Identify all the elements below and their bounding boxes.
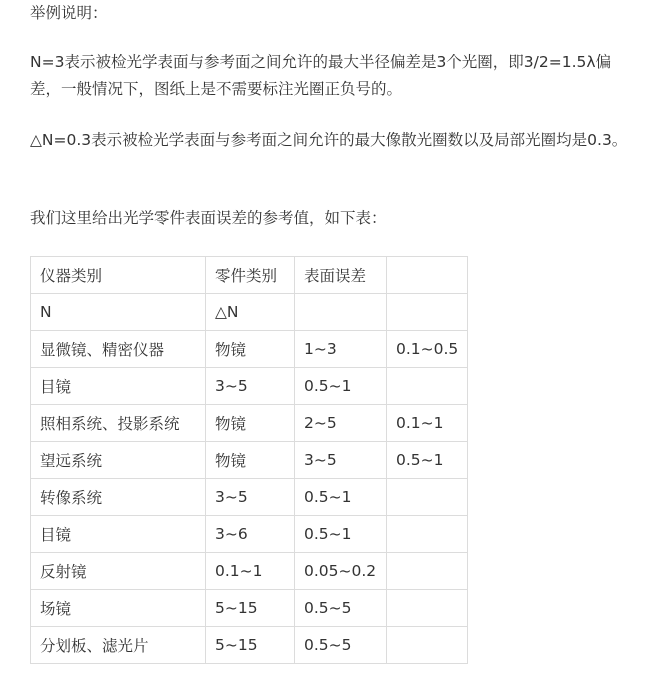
table-cell: 3~5 (206, 368, 295, 405)
table-cell: 5~15 (206, 590, 295, 627)
table-cell: 5~15 (206, 627, 295, 664)
table-cell: 3~6 (206, 516, 295, 553)
table-cell (387, 590, 468, 627)
table-cell: 场镜 (31, 590, 206, 627)
table-cell: 3~5 (206, 479, 295, 516)
table-cell: 0.5~1 (295, 368, 387, 405)
table-cell: 0.5~1 (295, 479, 387, 516)
table-cell: 仪器类别 (31, 257, 206, 294)
paragraph-n-definition: N=3表示被检光学表面与参考面之间允许的最大半径偏差是3个光圈，即3/2=1.5λ偏差，一般情况下，图纸上是不需要标注光圈正负号的。 (30, 53, 612, 98)
table-row (31, 405, 468, 442)
table-cell: N (31, 294, 206, 331)
table-cell: 1~3 (295, 331, 387, 368)
table-cell: 0.1~0.5 (387, 331, 468, 368)
table-cell: 望远系统 (31, 442, 206, 479)
table-cell: 表面误差 (295, 257, 387, 294)
table-row (31, 442, 468, 479)
table-cell (387, 479, 468, 516)
table-cell: 分划板、滤光片 (31, 627, 206, 664)
table-cell: 物镜 (206, 331, 295, 368)
table-cell: 0.1~1 (387, 405, 468, 442)
table-cell: 0.05~0.2 (295, 553, 387, 590)
table-row (31, 294, 468, 331)
table-cell: 零件类别 (206, 257, 295, 294)
table-cell: 0.5~5 (295, 590, 387, 627)
table-cell: 照相系统、投影系统 (31, 405, 206, 442)
table-cell: △N (206, 294, 295, 331)
table-row (31, 257, 468, 294)
table-row (31, 331, 468, 368)
table-cell (387, 553, 468, 590)
table-cell (295, 294, 387, 331)
table-cell: 0.5~5 (295, 627, 387, 664)
surface-error-table (30, 256, 468, 664)
table-cell: 显微镜、精密仪器 (31, 331, 206, 368)
table-row (31, 553, 468, 590)
paragraph-table-intro: 我们这里给出光学零件表面误差的参考值，如下表： (30, 209, 387, 227)
table-row (31, 368, 468, 405)
table-cell (387, 516, 468, 553)
table-cell: 0.5~1 (387, 442, 468, 479)
table-cell: 反射镜 (31, 553, 206, 590)
table-cell: 0.5~1 (295, 516, 387, 553)
table-row (31, 627, 468, 664)
paragraph-delta-n-definition: △N=0.3表示被检光学表面与参考面之间允许的最大像散光圈数以及局部光圈均是0.3。 (30, 131, 628, 149)
table-cell: 转像系统 (31, 479, 206, 516)
table-cell (387, 257, 468, 294)
table-cell (387, 294, 468, 331)
table-cell: 物镜 (206, 442, 295, 479)
table-row (31, 590, 468, 627)
table-cell: 目镜 (31, 516, 206, 553)
table-cell: 2~5 (295, 405, 387, 442)
table-row (31, 479, 468, 516)
table-row (31, 516, 468, 553)
table-cell: 3~5 (295, 442, 387, 479)
table-cell: 0.1~1 (206, 553, 295, 590)
table-cell: 物镜 (206, 405, 295, 442)
table-cell (387, 368, 468, 405)
table-cell: 目镜 (31, 368, 206, 405)
example-heading: 举例说明： (30, 4, 108, 22)
table-cell (387, 627, 468, 664)
